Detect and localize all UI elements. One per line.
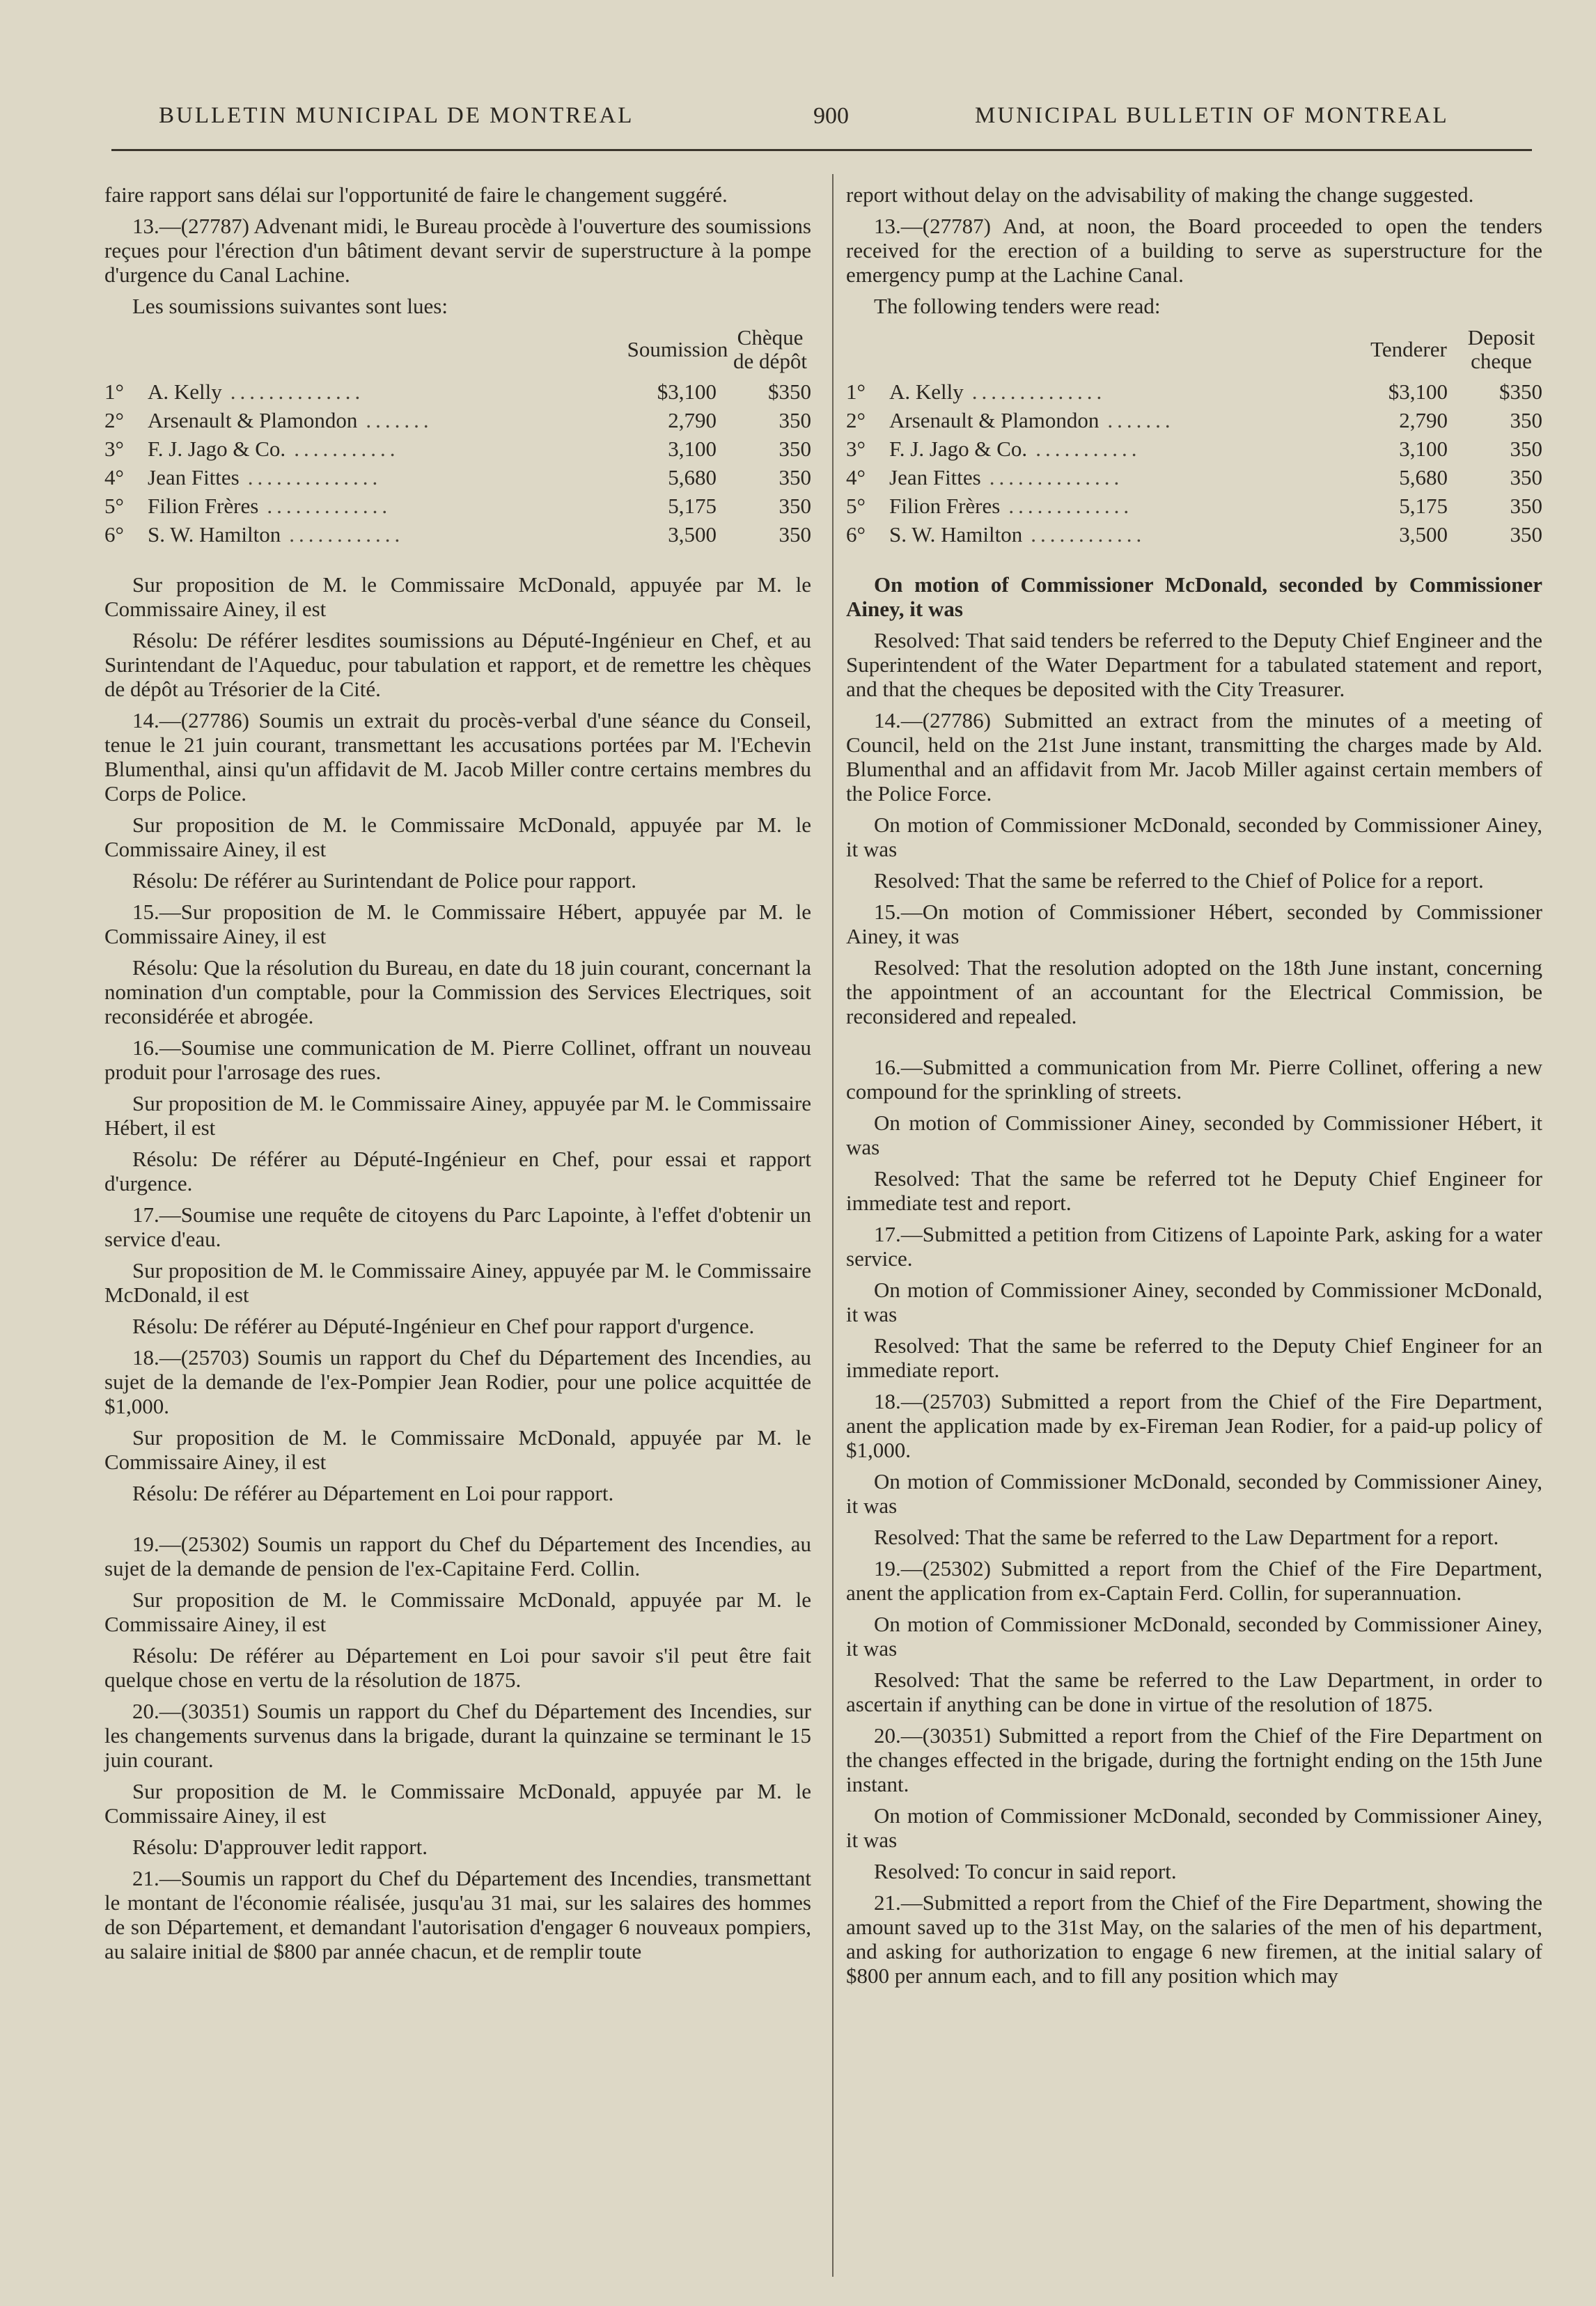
spacer	[846, 1035, 1542, 1055]
en-paragraph-intro: report without delay on the advisability of making the change suggested.	[846, 182, 1474, 207]
table-row: 6° S. W. Hamilton ............ 3,500 350	[104, 522, 811, 547]
fr-item-16: 16.—Soumise une communication de M. Pierre Collinet, offrant un nouveau produit pour l'arrosage des rues.	[104, 1035, 811, 1084]
en-item-13: 13.—(27787) And, at noon, the Board proceeded to open the tenders received for the erection of a building to serve as superstructure for the emergency pump at the Lachine Canal.	[846, 214, 1542, 287]
en-item-19-resolved: Resolved: That the same be referred to the Law Department, in order to ascertain if anything can be done in virtue of the resolution of 1875.	[846, 1668, 1542, 1716]
header-title-fr: BULLETIN MUNICIPAL DE MONTREAL	[159, 103, 634, 128]
fr-item-19-motion: Sur proposition de M. le Commissaire McDonald, appuyée par M. le Commissaire Ainey, il est	[104, 1587, 811, 1636]
en-item-17-motion: On motion of Commissioner Ainey, seconded by Commissioner McDonald, it was	[846, 1278, 1542, 1326]
en-item-14-resolved: Resolved: That the same be referred to the Chief of Police for a report.	[874, 868, 1484, 893]
en-item-18-motion: On motion of Commissioner McDonald, seconded by Commissioner Ainey, it was	[846, 1469, 1542, 1518]
en-item-18-resolved: Resolved: That the same be referred to the Law Department for a report.	[874, 1525, 1499, 1549]
table-row: 3° F. J. Jago & Co. ........... 3,100 350	[104, 437, 811, 461]
fr-item-19-resolu: Résolu: De référer au Département en Loi pour savoir s'il peut être fait quelque chose en vertu de la résolution de 1875.	[104, 1643, 811, 1692]
fr-tenders-table	[104, 325, 811, 549]
en-tenders-header	[846, 325, 1542, 377]
table-row: 5° Filion Frères ............. 5,175 350	[846, 494, 1542, 518]
fr-col-soumission: Soumission	[627, 337, 728, 361]
fr-item-13-resolu: Résolu: De référer lesdites soumissions au Député-Ingénieur en Chef, et au Surintendant de l'Aqueduc, pour tabulation et rapport, et de remettre les chèques de dépôt au Trésorier de la Cité.	[104, 628, 811, 701]
english-column	[846, 182, 1542, 1995]
fr-item-15: 15.—Sur proposition de M. le Commissaire Hébert, appuyée par M. le Commissaire Ainey, il est	[104, 900, 811, 948]
table-row: 3° F. J. Jago & Co. ........... 3,100 350	[846, 437, 1542, 461]
fr-item-21: 21.—Soumis un rapport du Chef du Département des Incendies, transmettant le montant de l'économie réalisée, jusqu'au 31 mai, sur les salaires des hommes de son Département, et demandant l'autorisation d'engager 6 nouveaux pompiers, au salaire initial de $800 par année chacun, et de remplir toute	[104, 1866, 811, 1963]
page-number: 900	[813, 103, 849, 129]
spacer	[104, 1512, 811, 1532]
en-item-14: 14.—(27786) Submitted an extract from the minutes of a meeting of Council, held on the 21st June instant, transmitting the charges made by Ald. Blumenthal and an affidavit from Mr. Jacob Miller against certain members of the Police Force.	[846, 708, 1542, 806]
en-item-15-resolved: Resolved: That the resolution adopted on the 18th June instant, concerning the appointment of an accountant for the Electrical Commission, be reconsidered and repealed.	[846, 955, 1542, 1028]
en-item-19-motion: On motion of Commissioner McDonald, seconded by Commissioner Ainey, it was	[846, 1612, 1542, 1661]
en-item-16-resolved: Resolved: That the same be referred tot he Deputy Chief Engineer for immediate test and report.	[846, 1166, 1542, 1215]
fr-item-18-motion: Sur proposition de M. le Commissaire McDonald, appuyée par M. le Commissaire Ainey, il est	[104, 1425, 811, 1474]
table-row: 1° A. Kelly .............. $3,100 $350	[846, 379, 1542, 404]
en-item-14-motion: On motion of Commissioner McDonald, seconded by Commissioner Ainey, it was	[846, 813, 1542, 861]
fr-item-16-motion: Sur proposition de M. le Commissaire Ainey, appuyée par M. le Commissaire Hébert, il est	[104, 1091, 811, 1140]
fr-item-20-motion: Sur proposition de M. le Commissaire McDonald, appuyée par M. le Commissaire Ainey, il est	[104, 1779, 811, 1828]
table-row: 1° A. Kelly .............. $3,100 $350	[104, 379, 811, 404]
fr-item-13-motion: Sur proposition de M. le Commissaire McDonald, appuyée par M. le Commissaire Ainey, il est	[104, 572, 811, 621]
fr-item-17: 17.—Soumise une requête de citoyens du Parc Lapointe, à l'effet d'obtenir un service d'eau.	[104, 1202, 811, 1251]
fr-item-15-resolu: Résolu: Que la résolution du Bureau, en date du 18 juin courant, concernant la nomination d'un comptable, pour la Commission des Services Electriques, soit reconsidérée et abrogée.	[104, 955, 811, 1028]
en-item-21: 21.—Submitted a report from the Chief of the Fire Department, showing the amount saved up to the 31st May, on the salaries of the men of his department, and asking for authorization to engage 6 new firemen, at the initial salary of $800 per annum each, and to fill any position which may	[846, 1890, 1542, 1988]
fr-item-20: 20.—(30351) Soumis un rapport du Chef du Département des Incendies, sur les changements survenus dans la brigade, durant la quinzaine se terminant le 15 juin courant.	[104, 1699, 811, 1772]
fr-col-cheque: Chèque de dépôt	[733, 325, 807, 373]
table-row: 5° Filion Frères ............. 5,175 350	[104, 494, 811, 518]
page-header	[0, 97, 1596, 139]
fr-item-16-resolu: Résolu: De référer au Député-Ingénieur en Chef, pour essai et rapport d'urgence.	[104, 1147, 811, 1195]
en-item-16: 16.—Submitted a communication from Mr. Pierre Collinet, offering a new compound for the sprinkling of streets.	[846, 1055, 1542, 1104]
en-item-17: 17.—Submitted a petition from Citizens of Lapointe Park, asking for a water service.	[846, 1222, 1542, 1271]
fr-tenders-header	[104, 325, 811, 377]
table-row: 4° Jean Fittes .............. 5,680 350	[104, 465, 811, 489]
table-row: 2° Arsenault & Plamondon ....... 2,790 350	[104, 408, 811, 432]
french-column	[104, 182, 811, 1970]
en-col-deposit: Deposit cheque	[1467, 325, 1535, 373]
fr-item-14: 14.—(27786) Soumis un extrait du procès-verbal d'une séance du Conseil, tenue le 21 juin courant, transmettant les accusations portées par M. l'Echevin Blumenthal, ainsi qu'un affidavit de M. Jacob Miller contre certains membres du Corps de Police.	[104, 708, 811, 806]
en-item-13-resolved: Resolved: That said tenders be referred to the Deputy Chief Engineer and the Superintendent of the Water Department for a tabulated statement and report, and that the cheques be deposited with the City Treasurer.	[846, 628, 1542, 701]
fr-item-17-motion: Sur proposition de M. le Commissaire Ainey, appuyée par M. le Commissaire McDonald, il est	[104, 1258, 811, 1307]
table-row: 4° Jean Fittes .............. 5,680 350	[846, 465, 1542, 489]
en-item-20-resolved: Resolved: To concur in said report.	[874, 1859, 1177, 1883]
header-rule	[111, 149, 1532, 151]
fr-paragraph-intro: faire rapport sans délai sur l'opportunité de faire le changement suggéré.	[104, 182, 728, 207]
en-item-20-motion: On motion of Commissioner McDonald, seconded by Commissioner Ainey, it was	[846, 1803, 1542, 1852]
en-tenders-table	[846, 325, 1542, 549]
en-item-17-resolved: Resolved: That the same be referred to the Deputy Chief Engineer for an immediate report.	[846, 1333, 1542, 1382]
en-item-19: 19.—(25302) Submitted a report from the Chief of the Fire Department, anent the application from ex-Captain Ferd. Collin, for superannuation.	[846, 1556, 1542, 1605]
fr-item-14-motion: Sur proposition de M. le Commissaire McDonald, appuyée par M. le Commissaire Ainey, il est	[104, 813, 811, 861]
fr-item-19: 19.—(25302) Soumis un rapport du Chef du Département des Incendies, au sujet de la demande de pension de l'ex-Capitaine Ferd. Collin.	[104, 1532, 811, 1581]
fr-item-18: 18.—(25703) Soumis un rapport du Chef du Département des Incendies, au sujet de la demande de l'ex-Pompier Jean Rodier, pour une police acquittée de $1,000.	[104, 1345, 811, 1418]
fr-item-18-resolu: Résolu: De référer au Département en Loi pour rapport.	[132, 1481, 614, 1505]
fr-tenders-intro: Les soumissions suivantes sont lues:	[132, 294, 448, 318]
en-item-20: 20.—(30351) Submitted a report from the Chief of the Fire Department on the changes effected in the brigade, during the fortnight ending on the 15th June instant.	[846, 1723, 1542, 1796]
fr-item-20-resolu: Résolu: D'approuver ledit rapport.	[132, 1835, 428, 1859]
fr-item-13: 13.—(27787) Advenant midi, le Bureau procède à l'ouverture des soumissions reçues pour l'érection d'un bâtiment devant servir de superstructure à la pompe d'urgence du Canal Lachine.	[104, 214, 811, 287]
fr-item-17-resolu: Résolu: De référer au Député-Ingénieur en Chef pour rapport d'urgence.	[132, 1314, 755, 1338]
en-item-13-motion: On motion of Commissioner McDonald, seconded by Commissioner Ainey, it was	[846, 572, 1542, 621]
column-divider	[832, 174, 834, 2277]
table-row: 6° S. W. Hamilton ............ 3,500 350	[846, 522, 1542, 547]
en-item-16-motion: On motion of Commissioner Ainey, seconded by Commissioner Hébert, it was	[846, 1111, 1542, 1159]
en-tenders-intro: The following tenders were read:	[874, 294, 1161, 318]
table-row: 2° Arsenault & Plamondon ....... 2,790 350	[846, 408, 1542, 432]
fr-item-14-resolu: Résolu: De référer au Surintendant de Police pour rapport.	[132, 868, 636, 893]
en-col-tenderer: Tenderer	[1370, 337, 1447, 361]
en-item-18: 18.—(25703) Submitted a report from the Chief of the Fire Department, anent the application made by ex-Fireman Jean Rodier, for a paid-up policy of $1,000.	[846, 1389, 1542, 1462]
header-title-en: MUNICIPAL BULLETIN OF MONTREAL	[975, 103, 1449, 128]
en-item-15: 15.—On motion of Commissioner Hébert, seconded by Commissioner Ainey, it was	[846, 900, 1542, 948]
